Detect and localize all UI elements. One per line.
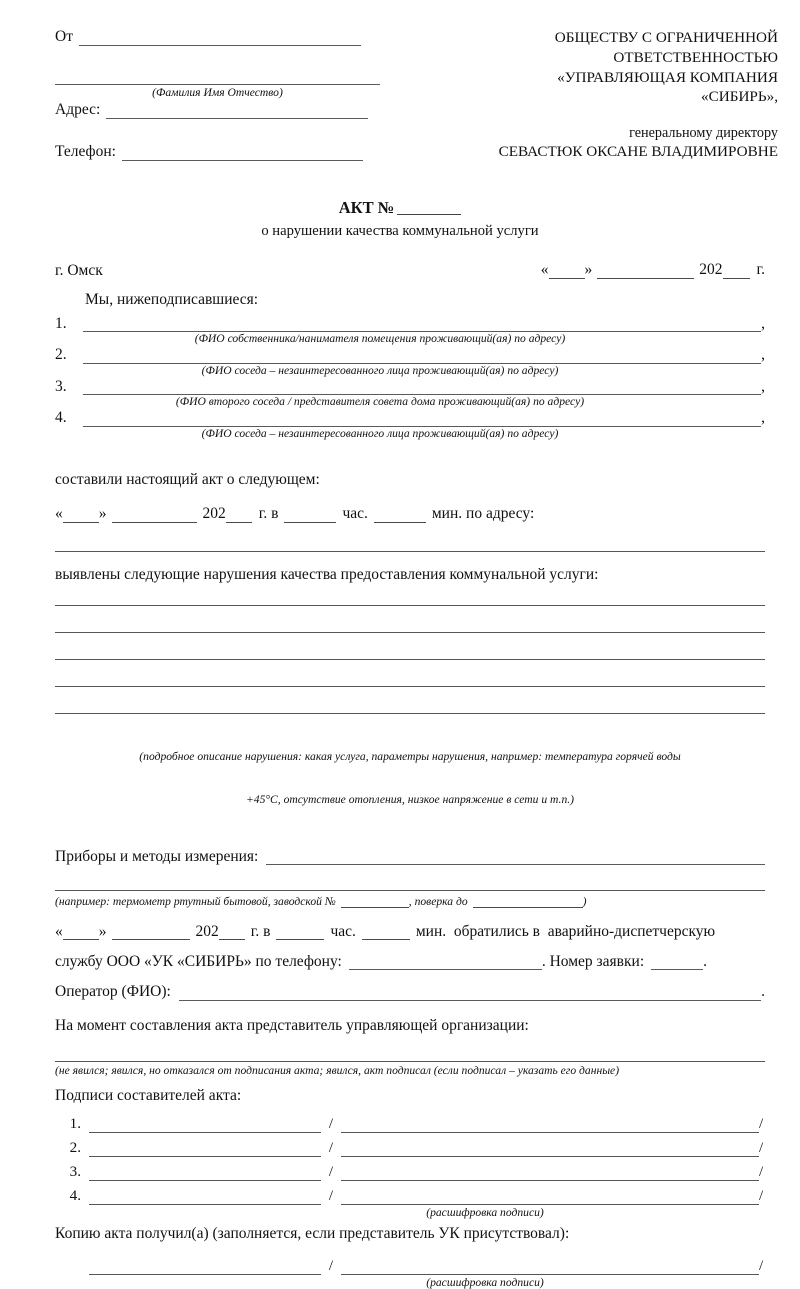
signature-separator: /	[328, 1164, 334, 1181]
signatory-caption: (ФИО соседа – незаинтересованного лица проживающий(ая) по адресу)	[201, 363, 559, 377]
violation-description-note	[55, 721, 765, 837]
copy-receipt-tail: /	[759, 1257, 764, 1274]
signature-number: 1.	[69, 1115, 81, 1133]
operator-label: Оператор (ФИО):	[55, 983, 171, 1001]
incident-year-input-line[interactable]	[226, 507, 252, 523]
dispatch-service-label: службу ООО «УК «СИБИРЬ» по телефону:	[55, 953, 342, 971]
addressee-line-4: «СИБИРЬ»,	[701, 88, 778, 106]
copy-receipt-row	[55, 1258, 765, 1275]
signature-input-line[interactable]	[89, 1132, 321, 1133]
instruments-blank-line[interactable]	[55, 890, 765, 891]
fio-caption: (Фамилия Имя Отчество)	[152, 86, 283, 99]
addressee-block	[448, 28, 778, 162]
signature-decode-input-line[interactable]	[341, 1132, 759, 1133]
signatory-number: 3.	[55, 377, 67, 395]
signatory-tail-comma: ,	[761, 346, 765, 364]
signatory-tail-comma: ,	[761, 377, 765, 395]
phone-field[interactable]	[55, 143, 390, 161]
incident-hours-label: час.	[342, 505, 368, 523]
signatory-number: 2.	[55, 346, 67, 364]
incident-date-mid: г. в	[258, 505, 279, 523]
year-input-line[interactable]	[723, 263, 750, 279]
copy-receipt-separator: /	[328, 1257, 334, 1274]
signature-row	[55, 1163, 765, 1181]
violation-blank-line-4[interactable]	[55, 686, 765, 687]
city-label: г. Омск	[55, 261, 103, 279]
title-subtitle: о нарушении качества коммунальной услуги	[261, 223, 539, 239]
compiled-statement: составили настоящий акт о следующем:	[55, 471, 320, 488]
dispatch-mid: г. в	[250, 922, 271, 940]
signatory-entry	[55, 316, 765, 345]
instruments-note-part-1: (например: термометр ртутный бытовой, заводской №	[55, 894, 336, 908]
violation-blank-line-2[interactable]	[55, 632, 765, 633]
signatories-intro: Мы, нижеподписавшиеся:	[85, 291, 259, 308]
incident-datetime-row	[55, 506, 765, 522]
quote-open: «	[55, 505, 63, 523]
title-block	[0, 198, 800, 240]
copy-receipt-decode-input-line[interactable]	[341, 1274, 759, 1275]
document-header	[0, 28, 800, 162]
violations-found-label: выявлены следующие нарушения качества предоставления коммунальной услуги:	[55, 565, 599, 583]
request-number-label: . Номер заявки:	[541, 953, 645, 971]
addressee-name: СЕВАСТЮК ОКСАНЕ ВЛАДИМИРОВНЕ	[498, 143, 778, 161]
operator-input-line[interactable]	[179, 1000, 761, 1001]
signatory-number: 4.	[55, 409, 67, 427]
quote-close: »	[98, 922, 107, 940]
dispatch-phone-input-line[interactable]	[349, 969, 542, 970]
signature-row	[55, 1187, 765, 1205]
signature-decode-input-line[interactable]	[341, 1156, 759, 1157]
addressee-line-2: ОТВЕТСТВЕННОСТЬЮ	[613, 48, 778, 66]
signatures-heading: Подписи составителей акта:	[55, 1087, 242, 1105]
signature-tail: /	[759, 1116, 764, 1133]
representative-blank-line[interactable]	[55, 1061, 765, 1062]
copy-receipt-heading: Копию акта получил(а) (заполняется, если представитель УК присутствовал):	[55, 1224, 570, 1242]
instrument-verification-input-line[interactable]	[473, 895, 583, 908]
signatory-entry	[55, 410, 765, 439]
violation-blank-line-3[interactable]	[55, 659, 765, 660]
dispatch-hours-input-line[interactable]	[276, 924, 324, 940]
address-blank-line[interactable]	[55, 551, 765, 552]
instruments-note-row	[55, 895, 765, 908]
incident-day-input-line[interactable]	[63, 507, 99, 523]
addressee-spacer	[448, 107, 778, 124]
signature-rows	[55, 1115, 765, 1205]
signature-input-line[interactable]	[89, 1156, 321, 1157]
dispatch-minutes-input-line[interactable]	[362, 924, 410, 940]
day-input-line[interactable]	[549, 263, 585, 279]
copy-receipt-decode-caption: (расшифровка подписи)	[426, 1275, 544, 1289]
signature-number: 3.	[69, 1163, 81, 1181]
signature-separator: /	[328, 1140, 334, 1157]
year-prefix: 202	[699, 261, 723, 278]
dispatch-year-input-line[interactable]	[219, 924, 245, 940]
signature-tail: /	[759, 1188, 764, 1205]
page-title	[0, 198, 800, 218]
operator-tail: .	[761, 983, 765, 1001]
fio-line[interactable]	[55, 84, 380, 85]
signature-decode-input-line[interactable]	[341, 1180, 759, 1181]
month-input-line[interactable]	[597, 263, 694, 279]
quote-close: »	[98, 505, 107, 523]
address-input-line[interactable]	[106, 118, 368, 119]
city-date-row	[55, 261, 765, 279]
signature-tail: /	[759, 1164, 764, 1181]
signature-number: 2.	[69, 1139, 81, 1157]
signatory-entry	[55, 379, 765, 408]
dispatch-month-input-line[interactable]	[112, 924, 190, 940]
signatory-entry	[55, 347, 765, 376]
addressee-position: генеральному директору	[629, 125, 778, 141]
representative-intro: На момент составления акта представитель управляющей организации:	[55, 1016, 529, 1034]
dispatch-datetime-row	[55, 924, 765, 940]
request-number-tail: .	[703, 953, 707, 971]
signatories-block	[55, 291, 765, 442]
instruments-note-part-3: )	[582, 894, 587, 908]
copy-receipt-signature-input-line[interactable]	[89, 1274, 321, 1275]
incident-month-input-line[interactable]	[112, 507, 197, 523]
act-number-input-line[interactable]	[397, 214, 461, 215]
from-field[interactable]	[55, 28, 390, 46]
quote-close: »	[584, 261, 593, 278]
phone-label: Телефон:	[55, 143, 116, 161]
incident-minutes-input-line[interactable]	[374, 507, 426, 523]
signature-input-line[interactable]	[89, 1180, 321, 1181]
dispatch-minutes-label: мин. обратились в аварийно-диспетчерскую	[415, 922, 716, 940]
incident-minutes-label: мин. по адресу:	[431, 505, 535, 523]
signature-separator: /	[328, 1116, 334, 1133]
signatory-tail-comma: ,	[761, 409, 765, 427]
signatory-caption: (ФИО собственника/нанимателя помещения проживающий(ая) по адресу)	[194, 332, 566, 346]
act-date-group	[541, 261, 765, 279]
signature-number: 4.	[69, 1187, 81, 1205]
dispatch-year-prefix: 202	[195, 922, 219, 940]
violation-note-line-1: (подробное описание нарушения: какая услуга, параметры нарушения, например: температура горячей воды	[139, 749, 681, 763]
representative-note: (не явился; явился, но отказался от подписания акта; явился, акт подписал (если подписал – указать его данные)	[55, 1064, 620, 1077]
signature-row	[55, 1139, 765, 1157]
from-input-line[interactable]	[79, 45, 361, 46]
signature-tail: /	[759, 1140, 764, 1157]
signatory-number: 1.	[55, 315, 67, 332]
incident-year-prefix: 202	[202, 505, 226, 523]
quote-open: «	[540, 261, 549, 278]
addressee-line-3: «УПРАВЛЯЮЩАЯ КОМПАНИЯ	[557, 68, 778, 86]
instruments-label: Приборы и методы измерения:	[55, 847, 259, 865]
violation-note-line-2: +45°С, отсутствие отопления, низкое напряжение в сети и т.п.)	[245, 793, 574, 807]
signature-decode-input-line[interactable]	[341, 1204, 759, 1205]
signatory-caption: (ФИО второго соседа / представителя совета дома проживающий(ая) по адресу)	[175, 395, 585, 409]
phone-input-line[interactable]	[122, 160, 363, 161]
incident-hours-input-line[interactable]	[284, 507, 336, 523]
signatory-tail-comma: ,	[761, 315, 765, 332]
year-suffix: г.	[756, 261, 765, 278]
address-label: Адрес:	[55, 101, 101, 119]
address-field[interactable]	[55, 101, 390, 119]
request-number-input-line[interactable]	[651, 969, 703, 970]
signature-separator: /	[328, 1188, 334, 1205]
instruments-row	[55, 849, 765, 865]
addressee-line-1: ОБЩЕСТВУ С ОГРАНИЧЕННОЙ	[554, 29, 778, 46]
signature-input-line[interactable]	[89, 1204, 321, 1205]
operator-row	[55, 984, 765, 1000]
signature-decode-caption: (расшифровка подписи)	[426, 1206, 544, 1220]
violation-blank-line-5[interactable]	[55, 713, 765, 714]
statement-block	[55, 472, 765, 1289]
dispatch-service-row	[55, 954, 765, 970]
signature-row	[55, 1115, 765, 1133]
quote-open: «	[55, 922, 63, 940]
instruments-note-part-2: , поверка до	[408, 894, 468, 908]
signatory-caption: (ФИО соседа – незаинтересованного лица проживающий(ая) по адресу)	[201, 426, 559, 440]
dispatch-day-input-line[interactable]	[63, 924, 99, 940]
instruments-input-line[interactable]	[266, 864, 765, 865]
from-label: От	[55, 28, 73, 45]
instrument-serial-input-line[interactable]	[341, 895, 409, 908]
violation-blank-line-1[interactable]	[55, 605, 765, 606]
title-text: АКТ №	[338, 198, 395, 217]
dispatch-hours-label: час.	[330, 922, 356, 940]
sender-block	[0, 28, 390, 162]
